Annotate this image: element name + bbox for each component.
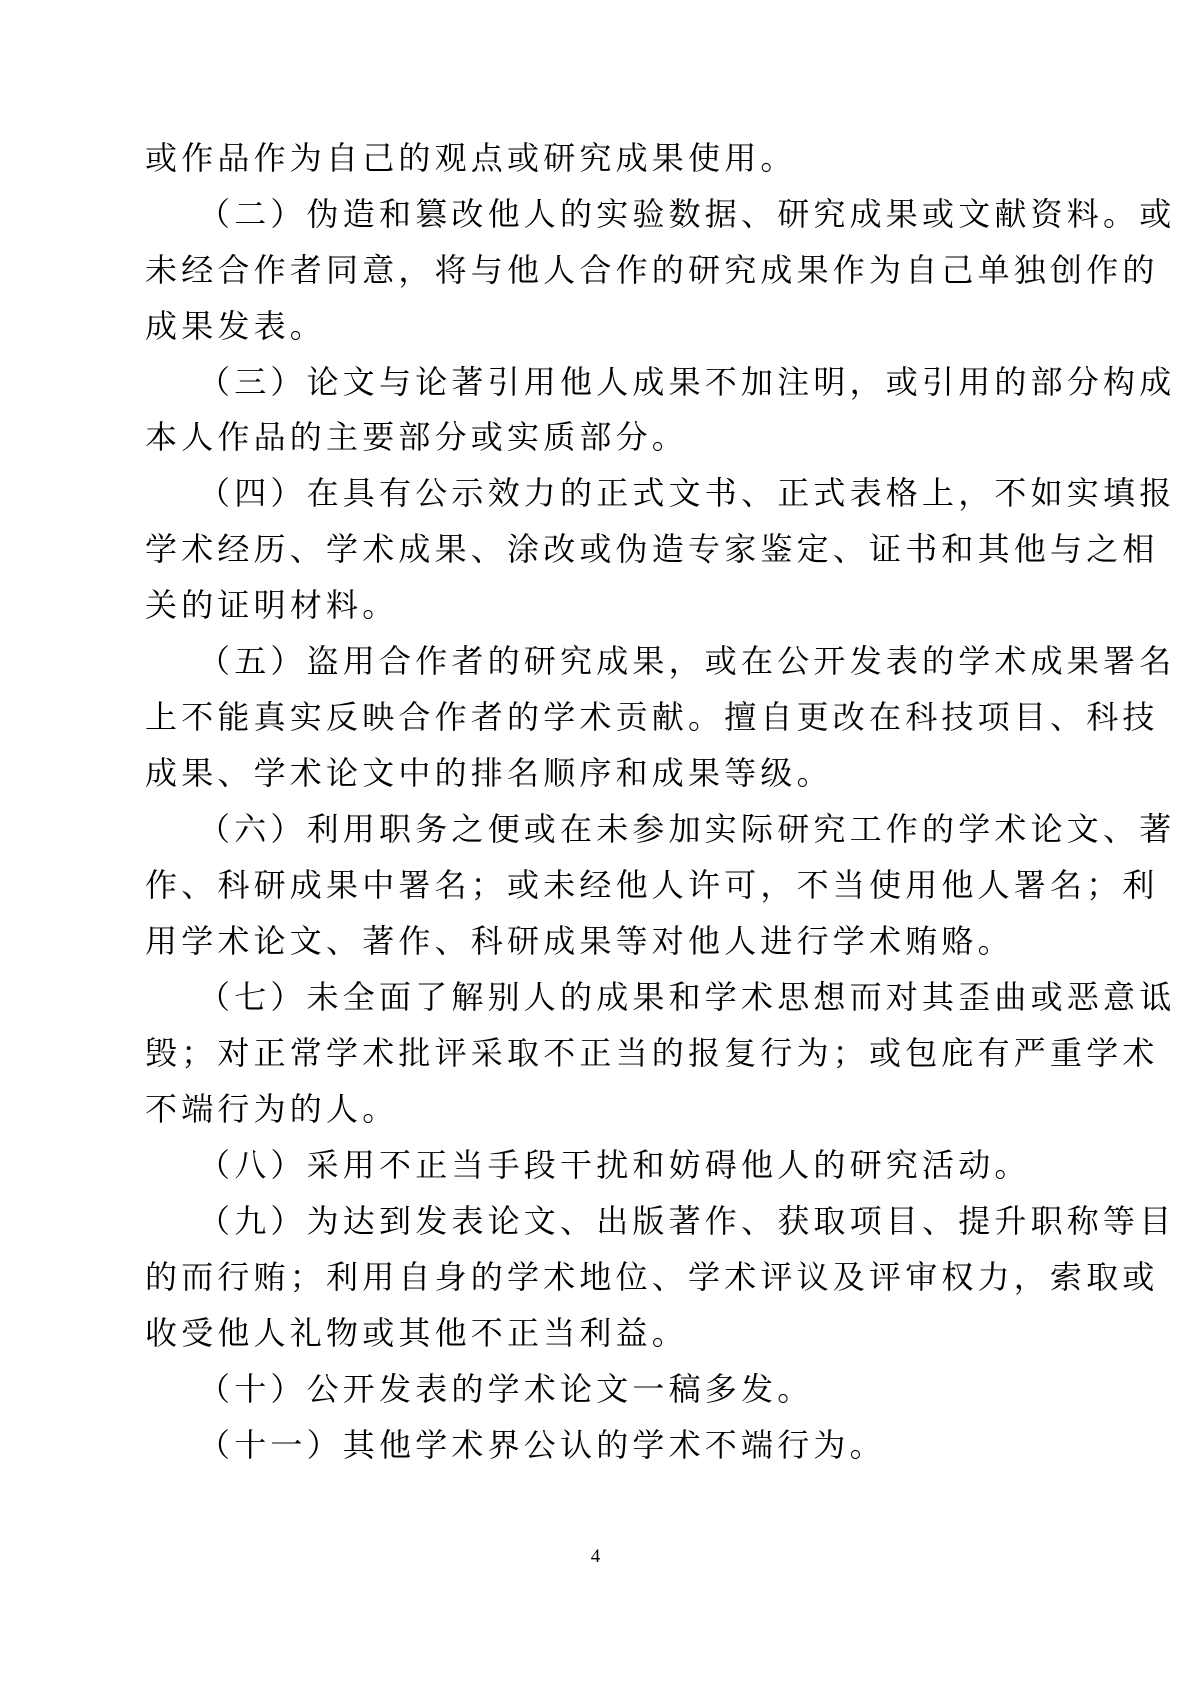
text-line: 成果、学术论文中的排名顺序和成果等级。 bbox=[145, 754, 833, 792]
text-line: 或作品作为自己的观点或研究成果使用。 bbox=[145, 139, 797, 177]
page-number: 4 bbox=[590, 1546, 601, 1567]
text-line: （四）在具有公示效力的正式文书、正式表格上，不如实填报 bbox=[198, 474, 1176, 512]
text-line: 学术经历、学术成果、涂改或伪造专家鉴定、证书和其他与之相 bbox=[145, 530, 1159, 568]
text-line: （十）公开发表的学术论文一稿多发。 bbox=[198, 1370, 814, 1408]
text-line: （七）未全面了解别人的成果和学术思想而对其歪曲或恶意诋 bbox=[198, 978, 1176, 1016]
text-line: 上不能真实反映合作者的学术贡献。擅自更改在科技项目、科技 bbox=[145, 698, 1159, 736]
text-line: 未经合作者同意，将与他人合作的研究成果作为自己单独创作的 bbox=[145, 251, 1159, 289]
text-line: 用学术论文、著作、科研成果等对他人进行学术贿赂。 bbox=[145, 922, 1014, 960]
text-line: 关的证明材料。 bbox=[145, 586, 399, 624]
text-line: 的而行贿；利用自身的学术地位、学术评议及评审权力，索取或 bbox=[145, 1258, 1159, 1296]
text-line: （六）利用职务之便或在未参加实际研究工作的学术论文、著 bbox=[198, 810, 1176, 848]
text-line: 本人作品的主要部分或实质部分。 bbox=[145, 418, 689, 456]
text-line: 收受他人礼物或其他不正当利益。 bbox=[145, 1314, 689, 1352]
text-line: （十一）其他学术界公认的学术不端行为。 bbox=[198, 1426, 886, 1464]
text-line: （八）采用不正当手段干扰和妨碍他人的研究活动。 bbox=[198, 1146, 1031, 1184]
text-line: 成果发表。 bbox=[145, 307, 327, 345]
text-line: （三）论文与论著引用他人成果不加注明，或引用的部分构成 bbox=[198, 363, 1176, 401]
text-line: 作、科研成果中署名；或未经他人许可，不当使用他人署名；利 bbox=[145, 866, 1159, 904]
text-line: 毁；对正常学术批评采取不正当的报复行为；或包庇有严重学术 bbox=[145, 1034, 1159, 1072]
text-line: （九）为达到发表论文、出版著作、获取项目、提升职称等目 bbox=[198, 1202, 1176, 1240]
text-line: （五）盗用合作者的研究成果，或在公开发表的学术成果署名 bbox=[198, 642, 1176, 680]
text-line: 不端行为的人。 bbox=[145, 1090, 399, 1128]
text-line: （二）伪造和篡改他人的实验数据、研究成果或文献资料。或 bbox=[198, 195, 1176, 233]
